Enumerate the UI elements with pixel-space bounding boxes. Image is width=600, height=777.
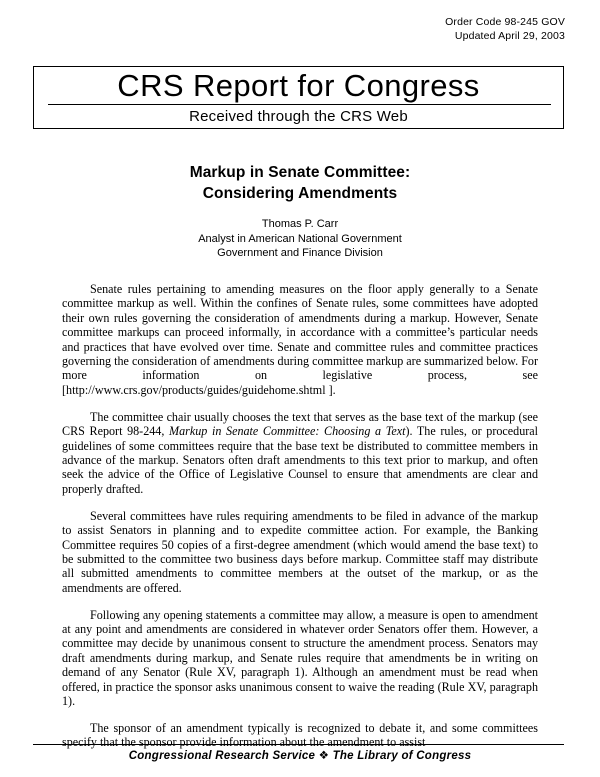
body-text-column — [62, 282, 538, 750]
paragraph-text: Senate rules pertaining to amending measures on the floor apply generally to a Senate committee markup as well. Within the confines of Senate rules, some committees have adopted their own rules governing the consideration of amendments during a markup. However, Senate committee markups can proceed informally, in accordance with a committee’s particular needs and practices that have evolved over time. Senate and committee rules and committee practices governing the consideration of amendments during committee markup are summarized below. For more information on legislative process, see [http://www.crs.gov/products/guides/guidehome.shtml ]. — [62, 282, 538, 397]
body-paragraph — [62, 721, 538, 750]
author-block — [0, 217, 600, 261]
crs-banner-subtitle: Received through the CRS Web — [189, 108, 408, 125]
order-code-header — [445, 16, 565, 43]
author-name: Thomas P. Carr — [261, 218, 339, 230]
page-title-line-1: Markup in Senate Committee: — [189, 164, 411, 181]
order-code-line: Order Code 98-245 GOV — [445, 16, 565, 28]
body-paragraph — [62, 282, 538, 397]
body-paragraph — [62, 410, 538, 496]
footer-divider-rule — [33, 744, 564, 745]
body-paragraph — [62, 509, 538, 595]
body-paragraph — [62, 608, 538, 709]
paragraph-text: Following any opening statements a committee may allow, a measure is open to amendment at any point and amendments are considered in whatever order Senators offer them. However, a committee may decide by unanimous consent to structure the amendment process. Senators may draft amendments during markup, and Senate rules require that amendments be in writing on demand of any Senator (Rule XV, paragraph 1). Although an amendment must be read when offered, in practice the sponsor asks unanimous consent to waive the reading (Rule XV, paragraph 1). — [62, 607, 538, 709]
updated-date-line: Updated April 29, 2003 — [454, 29, 565, 42]
page-title-line-2: Considering Amendments — [202, 185, 398, 202]
paragraph-text: Several committees have rules requiring amendments to be filed in advance of the markup to assist Senators in planning and to expedite committee action. For example, the Banking Committee requires 50 copies of a first-degree amendment (which would amend the base text) to be submitted to the committee two business days before markup. Committee staff may distribute all submitted amendments to committee members at the outset of the markup, or as the amendments are offered. — [62, 508, 538, 595]
paragraph-text: ). The rules, or procedural guidelines of some committees require that the base text be distributed to committee members in advance of the markup. Senators often draft amendments to this text prior to markup, and often seek the advice of the Office of Legislative Counsel to ensure that amendments are clear and properly drafted. — [62, 424, 538, 496]
author-role: Analyst in American National Government — [198, 232, 402, 245]
crs-banner — [33, 66, 564, 129]
crs-banner-title: CRS Report for Congress — [117, 68, 480, 103]
banner-divider-rule — [48, 104, 551, 105]
paragraph-text: The sponsor of an amendment typically is recognized to debate it, and some committees specify that the sponsor provide information about the amendment to assist — [62, 720, 538, 750]
page-title — [0, 162, 600, 204]
footer-agency-line: Congressional Research Service ❖ The Library of Congress — [128, 750, 472, 762]
author-division: Government and Finance Division — [217, 247, 383, 260]
paragraph-text: The committee chair usually chooses the text that serves as the base text of the markup (see CRS Report 98-244, — [62, 409, 538, 439]
italic-citation-text: Markup in Senate Committee: Choosing a Text — [169, 424, 406, 439]
